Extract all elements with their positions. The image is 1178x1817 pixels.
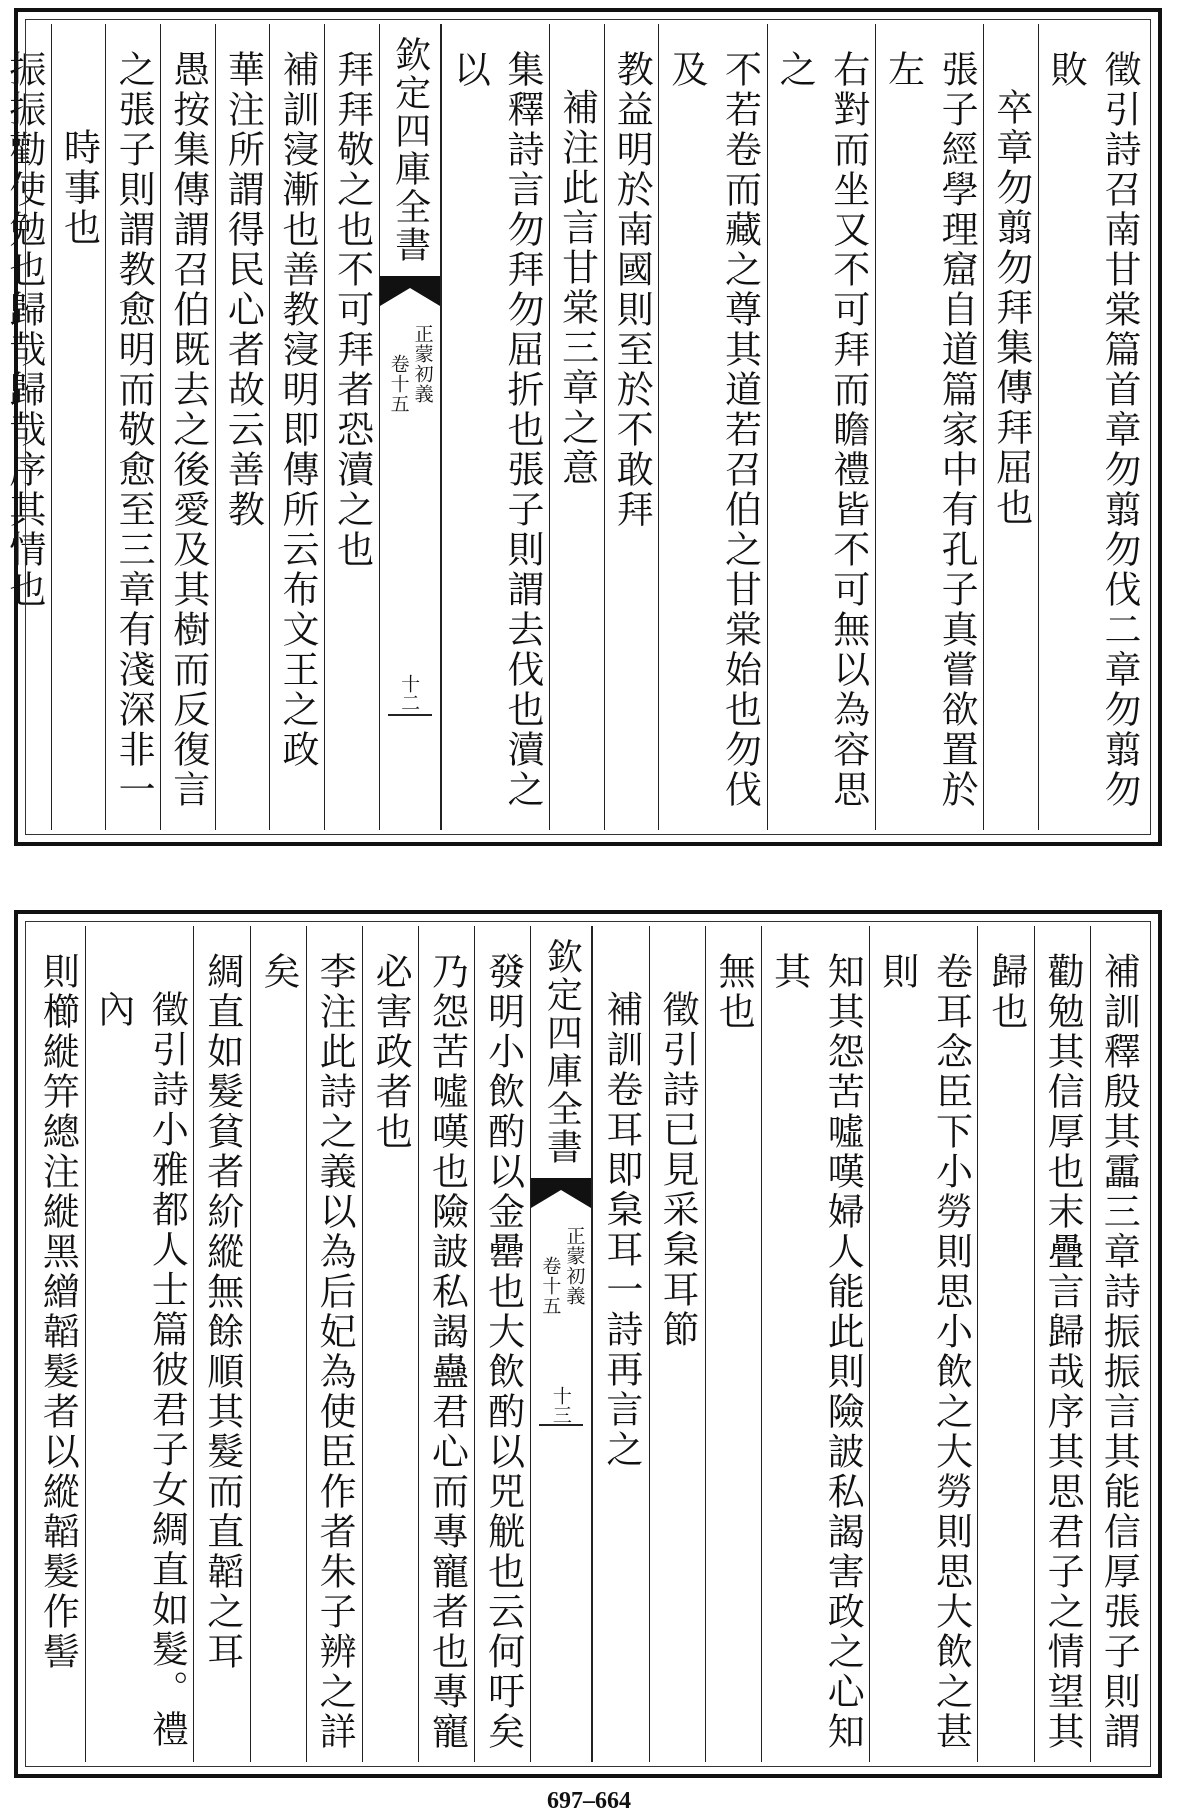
column-text: 無也 <box>712 952 756 1032</box>
text-column <box>250 926 306 1762</box>
column-text: 拜拜敬之也不可拜者恐瀆之也 <box>330 50 374 570</box>
column-text: 補注此言甘棠三章之意 <box>555 88 599 488</box>
lower-page-columns <box>30 926 1146 1762</box>
column-text: 振振勸使勉也歸哉歸哉序其情也 <box>2 50 46 610</box>
text-column <box>30 926 85 1762</box>
center-title: 欽定四庫全書 <box>541 938 583 1166</box>
center-rule <box>539 1424 583 1426</box>
column-text: 徵引詩已見采枲耳節 <box>655 990 699 1350</box>
column-text: 徵引詩召南甘棠篇首章勿翦勿伐二章勿翦勿敗 <box>1044 50 1141 810</box>
text-column <box>767 24 875 830</box>
text-column <box>875 24 983 830</box>
fish-tail-mark-icon <box>531 1178 591 1208</box>
upper-page-columns <box>2 24 1146 830</box>
text-column <box>1090 926 1146 1762</box>
text-column <box>324 24 379 830</box>
column-text: 卒章勿翦勿拜集傳拜屈也 <box>989 88 1033 528</box>
column-text: 徵引詩小雅都人士篇彼君子女綢直如髮。禮內 <box>91 990 189 1750</box>
column-text: 卷耳念臣下小勞則思小飲之大勞則思大飲之甚則 <box>875 952 973 1752</box>
text-column <box>160 24 215 830</box>
text-column <box>441 24 549 830</box>
column-text: 之張子則謂教愈明而敬愈至三章有淺深非一 <box>112 50 156 810</box>
column-text: 補訓寖漸也善教寖明即傳所云布文王之政 <box>276 50 320 770</box>
column-text: 發明小飲酌以金罍也大飲酌以兕觥也云何吁矣 <box>481 952 525 1752</box>
column-text: 右對而坐又不可拜而瞻禮皆不可無以為容思之 <box>773 50 870 810</box>
text-column <box>1034 926 1090 1762</box>
column-text: 愚按集傳謂召伯既去之後愛及其樹而反復言 <box>166 50 210 810</box>
column-text: 乃怨苦噓嘆也險詖私謁蠱君心而專寵者也專寵 <box>425 952 469 1752</box>
center-volume: 卷十五 <box>539 1256 562 1316</box>
text-column <box>983 24 1038 830</box>
column-text: 不若卷而藏之尊其道若召伯之甘棠始也勿伐及 <box>664 50 762 810</box>
center-volume: 卷十五 <box>387 354 410 414</box>
text-column <box>977 926 1033 1762</box>
column-text: 綢直如髮貧者紒縱無餘順其髮而直韜之耳 <box>200 952 244 1672</box>
text-column <box>869 926 977 1762</box>
text-column <box>306 926 362 1762</box>
text-column <box>649 926 705 1762</box>
page-footer-number: 697–664 <box>547 1788 631 1814</box>
text-column <box>705 926 761 1762</box>
lower-page <box>14 910 1162 1778</box>
text-column <box>418 926 474 1762</box>
upper-page <box>2 8 1162 846</box>
column-text: 華注所謂得民心者故云善教 <box>221 50 265 530</box>
folio-number: 十二 <box>398 674 421 712</box>
fish-tail-mark-icon <box>380 276 440 306</box>
text-column <box>269 24 324 830</box>
text-column <box>0 24 51 830</box>
text-column <box>193 926 249 1762</box>
column-text: 集釋詩言勿拜勿屈折也張子則謂去伐也瀆之以 <box>447 50 544 810</box>
text-column <box>215 24 270 830</box>
text-column <box>604 24 659 830</box>
text-column <box>105 24 160 830</box>
column-text: 教益明於南國則至於不敢拜 <box>610 50 654 530</box>
column-text: 歸也 <box>984 952 1028 1032</box>
center-title: 欽定四庫全書 <box>389 36 431 264</box>
text-column <box>51 24 106 830</box>
column-text: 矣 <box>256 952 300 992</box>
column-text: 知其怨苦噓嘆婦人能此則險詖私謁害政之心知其 <box>767 952 865 1752</box>
folio-number: 十三 <box>549 1386 572 1424</box>
text-column <box>362 926 418 1762</box>
column-text: 張子經學理窟自道篇家中有孔子真嘗欲置於左 <box>881 50 979 810</box>
center-margin <box>530 926 592 1762</box>
center-folio <box>531 1386 591 1424</box>
center-folio <box>380 674 440 712</box>
text-column <box>474 926 530 1762</box>
column-text: 時事也 <box>57 128 101 248</box>
column-text: 勸勉其信厚也末疊言歸哉序其思君子之情望其 <box>1041 952 1085 1752</box>
center-rule <box>388 714 432 716</box>
center-margin <box>379 24 441 830</box>
column-text: 必害政者也 <box>369 952 413 1152</box>
text-column <box>658 24 766 830</box>
text-column <box>761 926 869 1762</box>
text-column <box>1038 24 1146 830</box>
column-text: 則櫛縰笄總注縰黑繒韜髮者以縱韜髮作髻 <box>36 952 80 1672</box>
column-text: 補訓卷耳即枲耳一詩再言之 <box>599 990 643 1470</box>
center-book-title: 正蒙初義 <box>411 324 434 404</box>
text-column <box>85 926 193 1762</box>
text-column <box>549 24 604 830</box>
center-book-title: 正蒙初義 <box>563 1226 586 1306</box>
text-column <box>592 926 648 1762</box>
column-text: 補訓釋殷其靁三章詩振振言其能信厚張子則謂 <box>1097 952 1141 1752</box>
column-text: 李注此詩之義以為后妃為使臣作者朱子辨之詳 <box>313 952 357 1752</box>
